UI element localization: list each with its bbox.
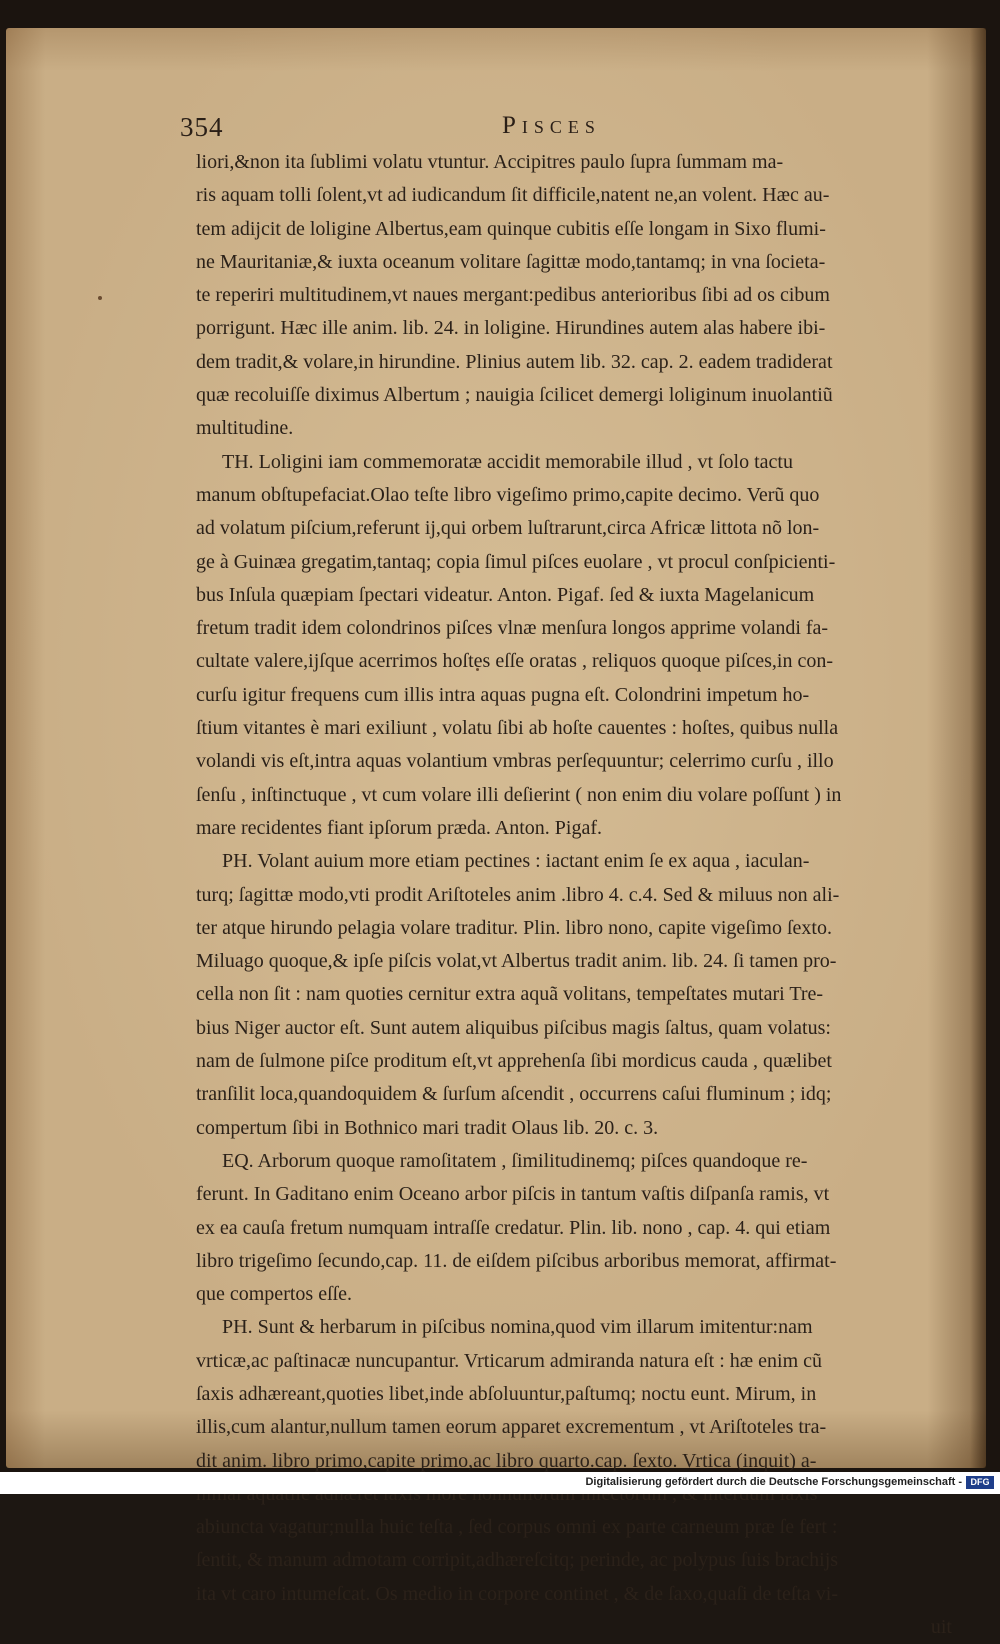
- text-line: TH. Loligini iam commemoratæ accidit memorabile illud , vt ſolo tactu: [222, 450, 793, 473]
- text-line: ex ea cauſa fretum numquam intraſſe credatur. Plin. lib. nono , cap. 4. qui etiam: [196, 1216, 831, 1239]
- page-number: 354: [180, 112, 224, 142]
- text-line: liori,&non ita ſublimi volatu vtuntur. Accipitres paulo ſupra ſummam ma-: [196, 151, 784, 173]
- text-line: ſtium vitantes è mari exiliunt , volatu ſibi ab hoſte cauentes : hoſtes, quibus nulla: [196, 717, 839, 740]
- text-line: turq; ſagittæ modo,vti prodit Ariſtoteles anim .libro 4. c.4. Sed & miluus non ali-: [196, 883, 840, 906]
- text-line: cella non ſit : nam quoties cernitur extra aquã volitans, tempeſtates mutari Tre-: [196, 983, 824, 1006]
- text-line: nam de ſulmone piſce proditum eſt,vt apprehenſa ſibi mordicus cauda , quælibet: [196, 1050, 832, 1073]
- text-line: ferunt. In Gaditano enim Oceano arbor piſcis in tantum vaſtis diſpanſa ramis, vt: [196, 1183, 830, 1206]
- text-line: ita vt caro intumeſcat. Os medio in corpore continet , & de ſaxo,quaſi de teſta vi-: [196, 1582, 839, 1605]
- text-line: dit anim. libro primo,capite primo,ac libro quarto.cap. ſexto. Vrtica (inquit) a-: [196, 1449, 817, 1472]
- text-line: volandi vis eſt,intra aquas volantium vmbras perſequuntur; celerrimo curſu , illo: [196, 750, 834, 773]
- text-line: libro trigeſimo ſecundo,cap. 11. de eiſdem piſcibus arboribus memorat, affirmat-: [196, 1249, 837, 1272]
- text-line: te reperiri multitudinem,vt naues mergant:pedibus anterioribus ſibi ad os cibum: [196, 284, 830, 307]
- text-line: illis,cum alantur,nullum tamen eorum apparet excrementum , vt Ariſtoteles tra-: [196, 1416, 827, 1439]
- catchword: uit: [930, 1616, 952, 1639]
- page-header: [180, 112, 960, 148]
- text-line: curſu igitur frequens cum illis intra aquas pugna eſt. Colondrini impetum ho-: [196, 683, 810, 706]
- text-line: ſaxis adhæreant,quoties libet,inde abſoluuntur,paſtumq; noctu eunt. Mirum, in: [196, 1382, 817, 1405]
- text-line: quæ recoluiſſe diximus Albertum ; nauigia ſcilicet demergi loliginum inuolantiũ: [196, 384, 833, 407]
- funding-credit: Digitalisierung gefördert durch die Deutsche Forschungsgemeinschaft -: [585, 1476, 962, 1488]
- text-line: mare recidentes fiant ipſorum præda. Anton. Pigaf.: [196, 816, 603, 839]
- text-line: ter atque hirundo pelagia volare traditur. Plin. libro nono, capite vigeſimo ſexto.: [196, 916, 832, 939]
- text-line: dem tradit,& volare,in hirundine. Plinius autem lib. 32. cap. 2. eadem tradiderat: [196, 350, 833, 373]
- text-line: ris aquam tolli ſolent,vt ad iudicandum ſit difficile,natent ne,an volent. Hæc au-: [196, 184, 830, 207]
- text-line: cultate valere,ijſque acerrimos hoſtes eſſe oratas , reliquos quoque piſces,in con-: [196, 650, 833, 673]
- text-line: fretum tradit idem colondrinos piſces vlnæ menſura longos apprime volandi fa-: [196, 617, 829, 640]
- text-line: bus Inſula quæpiam ſpectari videatur. Anton. Pigaf. ſed & iuxta Magelanicum: [196, 583, 815, 606]
- text-line: ge à Guinæa gregatim,tantaq; copia ſimul piſces euolare , vt procul conſpicienti-: [196, 550, 836, 573]
- text-line: bius Niger auctor eſt. Sunt autem aliquibus piſcibus magis ſaltus, quam volatus:: [196, 1016, 831, 1039]
- text-line: ſentit, & manum admotam corripit,adhæreſcitq; perinde, ac polypus ſuis brachijs: [196, 1549, 839, 1572]
- text-line: compertum ſibi in Bothnico mari tradit Olaus lib. 20. c. 3.: [196, 1116, 659, 1139]
- text-line: PH. Sunt & herbarum in piſcibus nomina,quod vim illarum imitentur:nam: [222, 1316, 813, 1339]
- text-line: tranſilit loca,quandoquidem & ſurſum aſcendit , occurrens caſui fluminum ; idq;: [196, 1083, 832, 1106]
- text-line: PH. Volant auium more etiam pectines : iactant enim ſe ex aqua , iaculan-: [222, 850, 810, 873]
- dfg-logo: DFG: [966, 1476, 994, 1489]
- text-line: multitudine.: [196, 417, 294, 440]
- text-line: que compertos eſſe.: [196, 1283, 353, 1306]
- text-line: ne Mauritaniæ,& iuxta oceanum volitare ſagittæ modo,tantamq; in vna ſocieta-: [196, 250, 826, 273]
- body-text: [196, 146, 956, 1644]
- text-line: manum obſtupefaciat.Olao teſte libro vigeſimo primo,capite decimo. Verũ quo: [196, 483, 820, 506]
- text-line: vrticæ,ac paſtinacæ nuncupantur. Vrticarum admiranda natura eſt : hæ enim cũ: [196, 1349, 823, 1372]
- text-line: abiuncta vagatur;nulla huic teſta , ſed corpus omni ex parte carneum præ ſe fert :: [196, 1516, 838, 1539]
- text-line: EQ. Arborum quoque ramoſitatem , ſimilitudinemq; piſces quandoque re-: [222, 1149, 808, 1172]
- page-edge-shadow: [970, 28, 986, 1468]
- text-line: tem adijcit de loligine Albertus,eam quinque cubitis eſſe longam in Sixo flumi-: [196, 217, 826, 240]
- running-head: Pisces: [502, 112, 601, 139]
- paper-spot: [98, 296, 102, 300]
- digitization-footer: [0, 1472, 1000, 1494]
- text-line: Miluago quoque,& ipſe piſcis volat,vt Albertus tradit anim. lib. 24. ſi tamen pro-: [196, 950, 837, 973]
- text-line: ad volatum piſcium,referunt ij,qui orbem luſtrarunt,circa Africæ littota nõ lon-: [196, 517, 820, 540]
- text-line: ſenſu , inſtinctuque , vt cum volare illi deſierint ( non enim diu volare poſſunt ) in: [196, 783, 842, 806]
- text-line: porrigunt. Hæc ille anim. lib. 24. in loligine. Hirundines autem alas habere ibi-: [196, 317, 826, 340]
